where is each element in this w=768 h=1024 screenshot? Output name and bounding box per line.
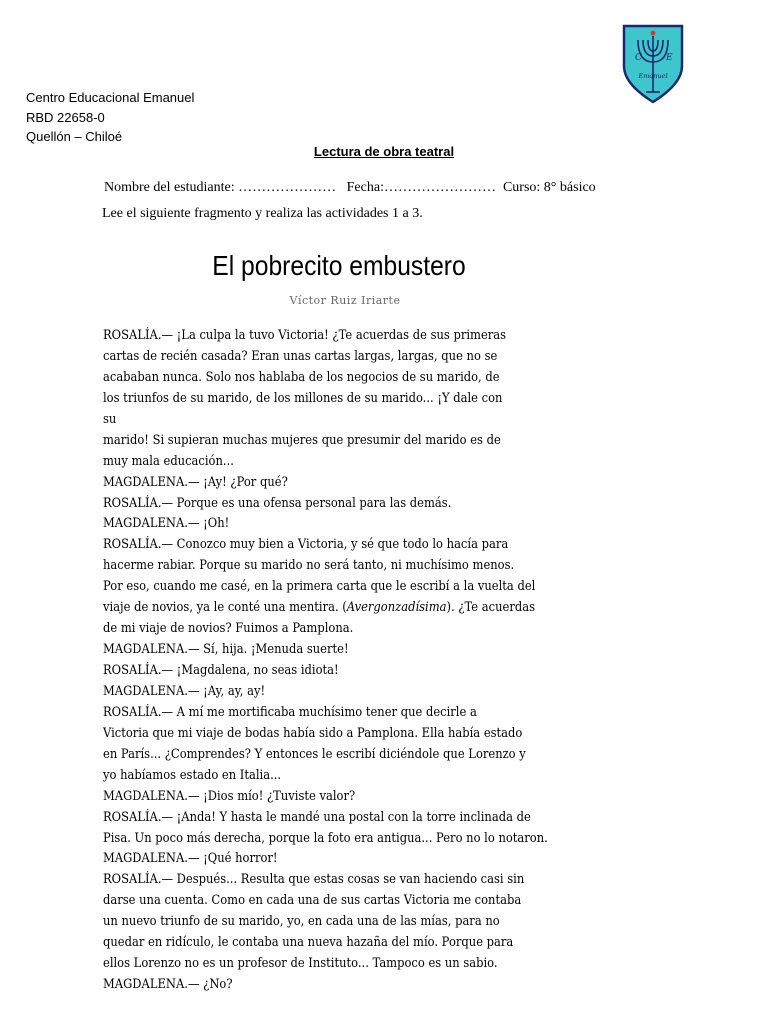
- flame-icon: [651, 31, 656, 36]
- school-location: Quellón – Chiloé: [26, 129, 123, 144]
- excerpt-line: hacerme rabiar. Porque su marido no será tanto, ni muchísimo menos.: [103, 558, 515, 574]
- stage-direction: Avergonzadísima: [346, 600, 447, 616]
- school-rbd: RBD 22658-0: [26, 109, 105, 125]
- worksheet-title: Lectura de obra teatral: [313, 144, 455, 159]
- excerpt-line: MAGDALENA.— ¡Oh!: [103, 516, 230, 532]
- excerpt-line: Victoria que mi viaje de bodas había sido a Pamplona. Ella había estado: [103, 725, 523, 741]
- worksheet-title-row: [0, 144, 768, 159]
- instruction-text: Lee el siguiente fragmento y realiza las actividades 1 a 3.: [102, 206, 423, 221]
- date-field: Fecha:……………………: [346, 180, 496, 195]
- excerpt-line: yo habíamos estado en Italia...: [103, 767, 282, 783]
- course-field: Curso: 8° básico: [502, 180, 596, 195]
- excerpt-line: acababan nunca. Solo nos hablaba de los negocios de su marido, de: [103, 369, 500, 385]
- excerpt-line: ROSALÍA.— ¡Magdalena, no seas idiota!: [103, 663, 339, 678]
- excerpt-line: MAGDALENA.— ¿No?: [103, 977, 233, 993]
- play-title: El pobrecito embustero: [212, 250, 466, 281]
- student-name-field: Nombre del estudiante: …………………: [104, 180, 337, 195]
- excerpt-line: un nuevo triunfo de su marido, yo, en cada una de las mías, para no: [103, 914, 500, 930]
- excerpt-line: Pisa. Un poco más derecha, porque la foto era antigua... Pero no lo notaron.: [103, 830, 548, 846]
- play-excerpt: [103, 326, 603, 996]
- excerpt-line: darse una cuenta. Como en cada una de sus cartas Victoria me contaba: [103, 893, 522, 909]
- excerpt-line: ROSALÍA.— Conozco muy bien a Victoria, y sé que todo lo hacía para: [103, 537, 509, 553]
- excerpt-line: en París... ¿Comprendes? Y entonces le escribí diciéndole que Lorenzo y: [103, 746, 526, 762]
- excerpt-text: viaje de novios, ya le conté una mentira. (: [103, 600, 347, 616]
- student-fields: [104, 180, 596, 196]
- excerpt-line: MAGDALENA.— Sí, hija. ¡Menuda suerte!: [103, 642, 349, 658]
- excerpt-line: marido! Si supieran muchas mujeres que presumir del marido es de: [103, 432, 501, 448]
- excerpt-line: Por eso, cuando me casé, en la primera carta que le escribí a la vuelta del: [103, 579, 536, 595]
- excerpt-line: ROSALÍA.— Porque es una ofensa personal para las demás.: [103, 495, 452, 511]
- excerpt-line: muy mala educación...: [103, 453, 234, 469]
- crest-letter-c: C: [635, 53, 642, 63]
- excerpt-line: MAGDALENA.— ¡Ay! ¿Por qué?: [103, 474, 288, 490]
- excerpt-line: MAGDALENA.— ¡Ay, ay, ay!: [103, 683, 266, 699]
- play-author: Víctor Ruiz Iriarte: [289, 294, 401, 307]
- school-name: Centro Educacional Emanuel: [26, 90, 195, 105]
- excerpt-line: los triunfos de su marido, de los millones de su marido... ¡Y dale con: [103, 390, 503, 406]
- excerpt-line: quedar en ridículo, le contaba una nueva hazaña del mío. Porque para: [103, 935, 514, 951]
- excerpt-line-stage-direction: [103, 598, 533, 619]
- crest-motto: Emanuel: [638, 72, 668, 80]
- excerpt-line: de mi viaje de novios? Fuimos a Pamplona.: [103, 621, 354, 637]
- crest-letter-e: E: [666, 53, 673, 63]
- excerpt-line: ROSALÍA.— ¡La culpa la tuvo Victoria! ¿Te acuerdas de sus primeras: [103, 328, 507, 343]
- excerpt-line: ROSALÍA.— ¡Anda! Y hasta le mandé una postal con la torre inclinada de: [103, 809, 531, 825]
- excerpt-line: MAGDALENA.— ¡Dios mío! ¿Tuviste valor?: [103, 788, 356, 804]
- excerpt-line: ROSALÍA.— A mí me mortificaba muchísimo tener que decirle a: [103, 704, 477, 720]
- school-header: [26, 88, 194, 147]
- excerpt-line: ellos Lorenzo no es un profesor de Instituto... Tampoco es un sabio.: [103, 956, 498, 972]
- excerpt-line: su: [103, 411, 117, 427]
- excerpt-line: MAGDALENA.— ¡Qué horror!: [103, 851, 278, 867]
- excerpt-line: ROSALÍA.— Después... Resulta que estas cosas se van haciendo casi sin: [103, 872, 525, 888]
- school-crest-logo: [622, 22, 684, 104]
- excerpt-text: ). ¿Te acuerdas: [446, 600, 535, 616]
- excerpt-line: cartas de recién casada? Eran unas cartas largas, largas, que no se: [103, 348, 498, 364]
